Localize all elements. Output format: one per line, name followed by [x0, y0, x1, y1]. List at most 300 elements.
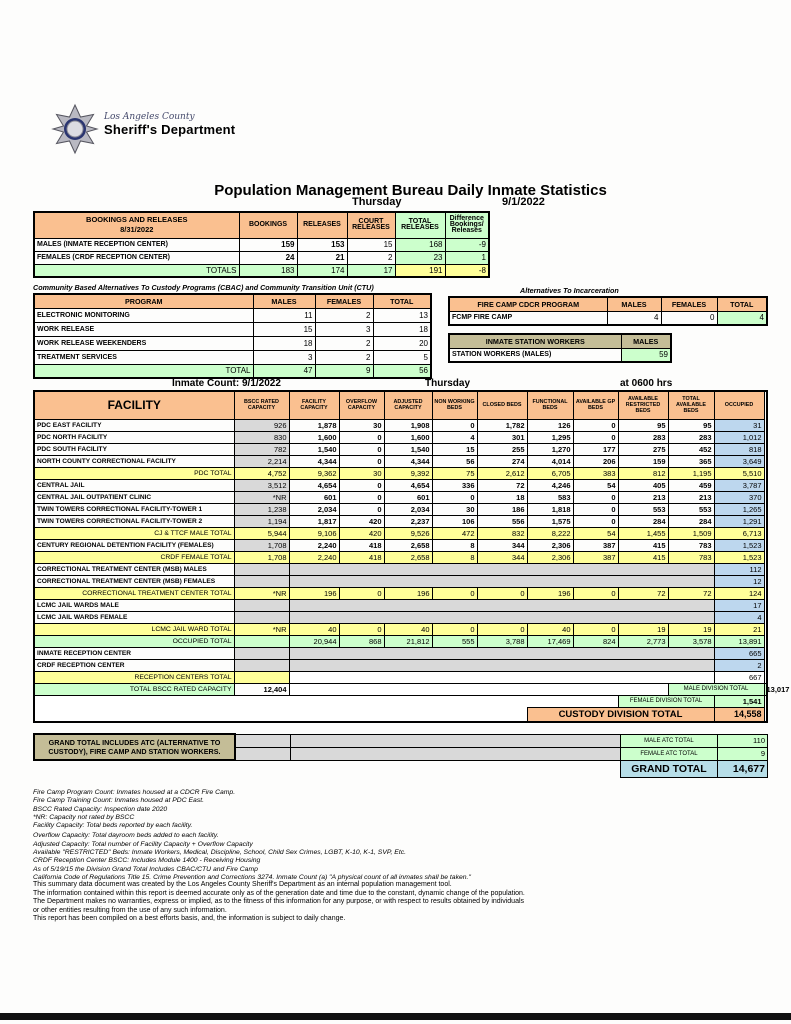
table-cell: 106: [432, 515, 477, 527]
table-cell: 196: [384, 587, 432, 599]
table-cell: 6,705: [527, 467, 573, 479]
table-cell: 2,306: [527, 539, 573, 551]
table-cell: 783: [668, 551, 714, 563]
table-cell: 301: [477, 431, 527, 443]
table-cell: 274: [477, 455, 527, 467]
table-cell: 1,455: [618, 527, 668, 539]
table-row: [449, 348, 671, 362]
division-total-value: 13,017: [764, 683, 767, 695]
footnote-line: Fire Camp Program Count: Inmates housed at a CDCR Fire Camp.: [33, 789, 236, 796]
table-cell: 1,194: [234, 515, 289, 527]
table-row: [34, 431, 767, 443]
table-cell: 72: [477, 479, 527, 491]
table-cell: 0: [339, 479, 384, 491]
facility-label: TWIN TOWERS CORRECTIONAL FACILITY-TOWER 1: [34, 503, 234, 515]
table-row: [34, 322, 431, 336]
table-cell: 9,392: [384, 467, 432, 479]
table-cell: 284: [618, 515, 668, 527]
table-cell: 21,812: [384, 635, 432, 647]
table-cell: 418: [339, 551, 384, 563]
total-label: CORRECTIONAL TREATMENT CENTER TOTAL: [34, 587, 234, 599]
table-cell: 9,526: [384, 527, 432, 539]
fire-camp-table: [448, 296, 768, 326]
facility-label: NORTH COUNTY CORRECTIONAL FACILITY: [34, 455, 234, 467]
column-header: TOTAL RELEASES: [395, 212, 445, 238]
table-cell: 459: [668, 479, 714, 491]
table-row: [34, 683, 767, 695]
disclaimer-line: The Department makes no warranties, express or implied, as to the fitness of this information for any purpose, or with respect to results obtained by individuals: [33, 898, 525, 906]
table-cell: 126: [527, 419, 573, 431]
table-cell: 30: [339, 467, 384, 479]
grand-total-note: GRAND TOTAL INCLUDES ATC (ALTERNATIVE TO CUSTODY), FIRE CAMP AND STATION WORKERS.: [34, 734, 235, 760]
table-cell: 5: [373, 350, 431, 364]
table-cell: 926: [234, 419, 289, 431]
table-cell: 4,344: [384, 455, 432, 467]
agency-logo: [52, 104, 98, 159]
table-row: [34, 350, 431, 364]
table-cell: 1,817: [289, 515, 339, 527]
division-total-label: FEMALE DIVISION TOTAL: [618, 695, 714, 707]
scan-edge-artifact: [0, 1013, 791, 1020]
footnote-line: Available "RESTRICTED" Beds: Inmate Workers, Medical, Discipline, School, Child Sex Crimes, LGBT, K-10, K-1, SVP, Etc.: [33, 849, 406, 857]
table-cell: 17: [347, 264, 395, 277]
sheriff-star-icon: [52, 104, 98, 154]
table-cell: [234, 575, 289, 587]
table-cell: 75: [432, 467, 477, 479]
table-row: [34, 599, 767, 611]
table-cell: 213: [618, 491, 668, 503]
table-cell: [289, 599, 714, 611]
total-label: RECEPTION CENTERS TOTAL: [34, 671, 234, 683]
table-cell: 2,034: [289, 503, 339, 515]
column-header: ADJUSTED CAPACITY: [384, 391, 432, 419]
table-cell: 0: [339, 623, 384, 635]
table-cell: 0: [573, 515, 618, 527]
table-cell: 601: [289, 491, 339, 503]
table-cell: [34, 760, 621, 777]
table-cell: 40: [289, 623, 339, 635]
totals-label: TOTAL: [34, 364, 253, 378]
column-header: PROGRAM: [34, 294, 253, 308]
column-header: MALES: [607, 297, 661, 311]
time-caption: at 0600 hrs: [620, 378, 673, 389]
table-row: [34, 647, 767, 659]
weekday-label: Thursday: [352, 196, 402, 208]
table-cell: 0: [339, 431, 384, 443]
table-row: [34, 659, 767, 671]
table-cell: [289, 683, 668, 695]
table-cell: 4,014: [527, 455, 573, 467]
occupied-cell: 31: [714, 419, 764, 431]
table-cell: 40: [527, 623, 573, 635]
column-header: FIRE CAMP CDCR PROGRAM: [449, 297, 607, 311]
table-cell: 15: [432, 443, 477, 455]
division-total-label: MALE DIVISION TOTAL: [668, 683, 764, 695]
table-cell: 0: [432, 623, 477, 635]
agency-name-label: Sheriff's Department: [104, 122, 236, 137]
table-cell: 72: [618, 587, 668, 599]
table-cell: 177: [573, 443, 618, 455]
occupied-cell: 112: [714, 563, 764, 575]
column-header: TOTAL AVAILABLE BEDS: [668, 391, 714, 419]
column-header: BOOKINGS: [239, 212, 297, 238]
table-cell: 196: [289, 587, 339, 599]
grand-total-label: GRAND TOTAL: [621, 760, 717, 777]
table-cell: 13: [373, 308, 431, 322]
disclaimer-block: [33, 881, 525, 924]
table-cell: 1,600: [289, 431, 339, 443]
column-header: FEMALES: [661, 297, 717, 311]
table-cell: -8: [445, 264, 489, 277]
table-cell: 1,575: [527, 515, 573, 527]
table-cell: 336: [432, 479, 477, 491]
column-header: TOTAL: [373, 294, 431, 308]
table-cell: 2,034: [384, 503, 432, 515]
table-cell: 2,773: [618, 635, 668, 647]
column-header: CLOSED BEDS: [477, 391, 527, 419]
table-cell: 3: [253, 350, 315, 364]
occupied-cell: 818: [714, 443, 764, 455]
table-cell: 19: [618, 623, 668, 635]
table-row: [34, 308, 431, 322]
table-cell: 11: [253, 308, 315, 322]
table-cell: *NR: [234, 587, 289, 599]
table-cell: 206: [573, 455, 618, 467]
table-cell: 1,708: [234, 551, 289, 563]
table-cell: 0: [573, 431, 618, 443]
occupied-cell: 21: [714, 623, 764, 635]
table-row: [34, 515, 767, 527]
table-cell: 20: [373, 336, 431, 350]
table-cell: 275: [618, 443, 668, 455]
table-cell: [289, 671, 714, 683]
footnote-line: BSCC Rated Capacity: Inspection date 2020: [33, 805, 168, 813]
table-cell: 2: [315, 336, 373, 350]
occupied-cell: 1,265: [714, 503, 764, 515]
table-cell: 95: [618, 419, 668, 431]
table-cell: 72: [668, 587, 714, 599]
table-cell: 2: [315, 350, 373, 364]
table-cell: 3,788: [477, 635, 527, 647]
table-cell: 283: [668, 431, 714, 443]
table-cell: 9,362: [289, 467, 339, 479]
table-cell: [289, 659, 714, 671]
table-cell: 4,246: [527, 479, 573, 491]
date-label: 9/1/2022: [502, 196, 545, 208]
table-cell: 415: [618, 539, 668, 551]
table-cell: 54: [573, 479, 618, 491]
table-cell: 868: [339, 635, 384, 647]
bscc-total-label: TOTAL BSCC RATED CAPACITY: [34, 683, 234, 695]
table-cell: 344: [477, 539, 527, 551]
disclaimer-line: The information contained within this report is deemed accurate only as of the generation date and time due to the constant, dynamic change of the population.: [33, 889, 525, 897]
table-cell: 2,306: [527, 551, 573, 563]
table-cell: [34, 695, 618, 707]
footnotes-block: [33, 789, 471, 882]
table-cell: 1,782: [477, 419, 527, 431]
row-label: WORK RELEASE: [34, 322, 253, 336]
table-cell: [234, 599, 289, 611]
footnote-line: Adjusted Capacity: Total number of Facility Capacity + Overflow Capacity: [33, 840, 253, 848]
table-cell: 2,240: [289, 551, 339, 563]
inmate-count-caption: Inmate Count: 9/1/2022: [172, 378, 281, 389]
table-row: [34, 587, 767, 599]
atc-total-label: MALE ATC TOTAL: [621, 734, 717, 747]
table-cell: 783: [668, 539, 714, 551]
table-cell: 4: [432, 431, 477, 443]
atc-total-value: 9: [717, 747, 767, 760]
table-cell: 4,344: [289, 455, 339, 467]
facility-label: CORRECTIONAL TREATMENT CENTER (MSB) MALES: [34, 563, 234, 575]
table-cell: 8: [432, 551, 477, 563]
table-cell: 0: [339, 491, 384, 503]
table-cell: 383: [573, 467, 618, 479]
table-cell: 159: [618, 455, 668, 467]
table-cell: [234, 563, 289, 575]
table-cell: 2,237: [384, 515, 432, 527]
table-cell: 0: [573, 503, 618, 515]
table-cell: 1,708: [234, 539, 289, 551]
table-row: [34, 707, 767, 722]
table-cell: 168: [395, 238, 445, 251]
occupied-cell: 4: [714, 611, 764, 623]
table-cell: 0: [573, 491, 618, 503]
column-header: Difference Bookings/ Releases: [445, 212, 489, 238]
table-cell: 0: [432, 587, 477, 599]
table-cell: 159: [239, 238, 297, 251]
column-header: RELEASES: [297, 212, 347, 238]
table-cell: 2: [315, 308, 373, 322]
footnote-line: Facility Capacity: Total beds reported by each facility.: [33, 822, 193, 830]
table-row: [34, 760, 768, 777]
table-cell: [34, 707, 527, 722]
table-row: [34, 238, 489, 251]
table-cell: 19: [668, 623, 714, 635]
table-row: [34, 563, 767, 575]
total-label: CJ & TTCF MALE TOTAL: [34, 527, 234, 539]
facility-label: CENTRAL JAIL: [34, 479, 234, 491]
table-cell: 47: [253, 364, 315, 378]
table-cell: 387: [573, 539, 618, 551]
table-cell: 1: [445, 251, 489, 264]
facility-label: CORRECTIONAL TREATMENT CENTER (MSB) FEMALES: [34, 575, 234, 587]
table-cell: 583: [527, 491, 573, 503]
table-cell: 2,658: [384, 539, 432, 551]
table-cell: [289, 647, 714, 659]
table-cell: 405: [618, 479, 668, 491]
table-row: [34, 734, 768, 747]
station-workers-value: 59: [621, 348, 671, 362]
facility-label: LCMC JAIL WARDS FEMALE: [34, 611, 234, 623]
table-cell: [290, 747, 621, 760]
footnote-line: Fire Camp Training Count: Inmates housed at PDC East.: [33, 797, 205, 805]
table-cell: 344: [477, 551, 527, 563]
table-cell: 0: [339, 503, 384, 515]
station-workers-header: INMATE STATION WORKERS: [449, 334, 621, 348]
footnote-line: *NR: Capacity not rated by BSCC: [33, 813, 135, 821]
table-cell: 18: [373, 322, 431, 336]
table-cell: 4,654: [289, 479, 339, 491]
custody-division-total-value: 14,558: [714, 707, 764, 722]
table-row: [34, 251, 489, 264]
table-row: [34, 527, 767, 539]
table-cell: 420: [339, 527, 384, 539]
table-cell: 601: [384, 491, 432, 503]
table-cell: 418: [339, 539, 384, 551]
table-cell: 0: [477, 587, 527, 599]
table-cell: 30: [432, 503, 477, 515]
column-header: FACILITY CAPACITY: [289, 391, 339, 419]
table-row: [34, 539, 767, 551]
table-cell: 3,512: [234, 479, 289, 491]
table-cell: 0: [573, 623, 618, 635]
table-cell: [234, 671, 289, 683]
table-row: [34, 479, 767, 491]
table-cell: 54: [573, 527, 618, 539]
facility-label: INMATE RECEPTION CENTER: [34, 647, 234, 659]
custody-division-total-label: CUSTODY DIVISION TOTAL: [527, 707, 714, 722]
occupied-cell: 17: [714, 599, 764, 611]
occupied-cell: 1,012: [714, 431, 764, 443]
table-cell: 56: [432, 455, 477, 467]
table-cell: 4: [607, 311, 661, 325]
table-cell: [234, 635, 289, 647]
column-header: AVAILABLE GP BEDS: [573, 391, 618, 419]
table-row: [34, 611, 767, 623]
table-cell: 1,540: [384, 443, 432, 455]
disclaimer-line: or other entities resulting from the use of any such information.: [33, 906, 227, 914]
table-cell: 2,240: [289, 539, 339, 551]
table-cell: 472: [432, 527, 477, 539]
table-cell: 8,222: [527, 527, 573, 539]
column-header: FACILITY: [34, 391, 234, 419]
table-cell: 4,752: [234, 467, 289, 479]
table-cell: 174: [297, 264, 347, 277]
total-label: OCCUPIED TOTAL: [34, 635, 234, 647]
table-cell: 1,509: [668, 527, 714, 539]
table-cell: 0: [432, 419, 477, 431]
column-header: BSCC RATED CAPACITY: [234, 391, 289, 419]
table-cell: 824: [573, 635, 618, 647]
table-cell: 1,600: [384, 431, 432, 443]
row-label: WORK RELEASE WEEKENDERS: [34, 336, 253, 350]
table-cell: [234, 647, 289, 659]
division-total-value: 1,541: [714, 695, 764, 707]
grand-total-value: 14,677: [717, 760, 767, 777]
table-cell: 365: [668, 455, 714, 467]
disclaimer-line: This report has been compiled on a best efforts basis, and, the information is subject to daily change.: [33, 915, 346, 923]
table-cell: 8: [432, 539, 477, 551]
table-cell: 2,612: [477, 467, 527, 479]
grand-total-table: [33, 733, 768, 778]
table-cell: 17,469: [527, 635, 573, 647]
facility-label: PDC SOUTH FACILITY: [34, 443, 234, 455]
table-row: [34, 443, 767, 455]
table-cell: 18: [477, 491, 527, 503]
column-header: TOTAL: [717, 297, 767, 311]
table-cell: [235, 747, 290, 760]
table-cell: 812: [618, 467, 668, 479]
column-header: MALES: [253, 294, 315, 308]
column-header: MALES: [621, 334, 671, 348]
occupied-cell: 5,510: [714, 467, 764, 479]
table-cell: 556: [477, 515, 527, 527]
table-cell: 415: [618, 551, 668, 563]
table-cell: 0: [661, 311, 717, 325]
row-label: TREATMENT SERVICES: [34, 350, 253, 364]
agency-county-label: Los Angeles County: [104, 112, 195, 122]
table-cell: 4: [717, 311, 767, 325]
table-row: [34, 503, 767, 515]
table-cell: 0: [432, 491, 477, 503]
table-cell: [289, 575, 714, 587]
occupied-cell: 3,787: [714, 479, 764, 491]
table-cell: 0: [477, 623, 527, 635]
facility-label: CENTURY REGIONAL DETENTION FACILITY (FEMALES): [34, 539, 234, 551]
bookings-table-title: BOOKINGS AND RELEASES 8/31/2022: [34, 212, 239, 238]
table-cell: -9: [445, 238, 489, 251]
table-cell: 1,195: [668, 467, 714, 479]
table-cell: 830: [234, 431, 289, 443]
bscc-total-value: 12,404: [234, 683, 289, 695]
table-cell: 0: [339, 587, 384, 599]
table-row: [34, 491, 767, 503]
table-cell: 5,944: [234, 527, 289, 539]
table-row: [34, 695, 767, 707]
table-cell: 832: [477, 527, 527, 539]
occupied-cell: 1,523: [714, 551, 764, 563]
table-cell: [290, 734, 621, 747]
page-title: Population Management Bureau Daily Inmate Statistics: [214, 182, 607, 199]
table-cell: 3,578: [668, 635, 714, 647]
table-cell: 40: [384, 623, 432, 635]
total-label: CRDF FEMALE TOTAL: [34, 551, 234, 563]
column-header: NON WORKING BEDS: [432, 391, 477, 419]
table-cell: [235, 734, 290, 747]
facility-label: CENTRAL JAIL OUTPATIENT CLINIC: [34, 491, 234, 503]
column-header: FEMALES: [315, 294, 373, 308]
table-cell: [234, 659, 289, 671]
table-cell: 95: [668, 419, 714, 431]
atc-total-value: 110: [717, 734, 767, 747]
row-label: FCMP FIRE CAMP: [449, 311, 607, 325]
column-header: COURT RELEASES: [347, 212, 395, 238]
atc-total-label: FEMALE ATC TOTAL: [621, 747, 717, 760]
table-cell: 2: [347, 251, 395, 264]
row-label: ELECTRONIC MONITORING: [34, 308, 253, 322]
column-header: AVAILABLE RESTRICTED BEDS: [618, 391, 668, 419]
table-cell: 1,295: [527, 431, 573, 443]
table-cell: 0: [339, 455, 384, 467]
table-row: [34, 264, 489, 277]
table-cell: 0: [573, 587, 618, 599]
table-cell: 24: [239, 251, 297, 264]
table-cell: 15: [347, 238, 395, 251]
table-cell: 284: [668, 515, 714, 527]
facility-label: CRDF RECEPTION CENTER: [34, 659, 234, 671]
table-cell: 9,106: [289, 527, 339, 539]
table-row: [34, 336, 431, 350]
table-cell: 387: [573, 551, 618, 563]
column-header: FUNCTIONAL BEDS: [527, 391, 573, 419]
table-cell: 9: [315, 364, 373, 378]
occupied-cell: 124: [714, 587, 764, 599]
table-cell: 1,540: [289, 443, 339, 455]
station-workers-table: [448, 333, 672, 363]
row-label: MALES (INMATE RECEPTION CENTER): [34, 238, 239, 251]
table-cell: 420: [339, 515, 384, 527]
facility-label: PDC EAST FACILITY: [34, 419, 234, 431]
